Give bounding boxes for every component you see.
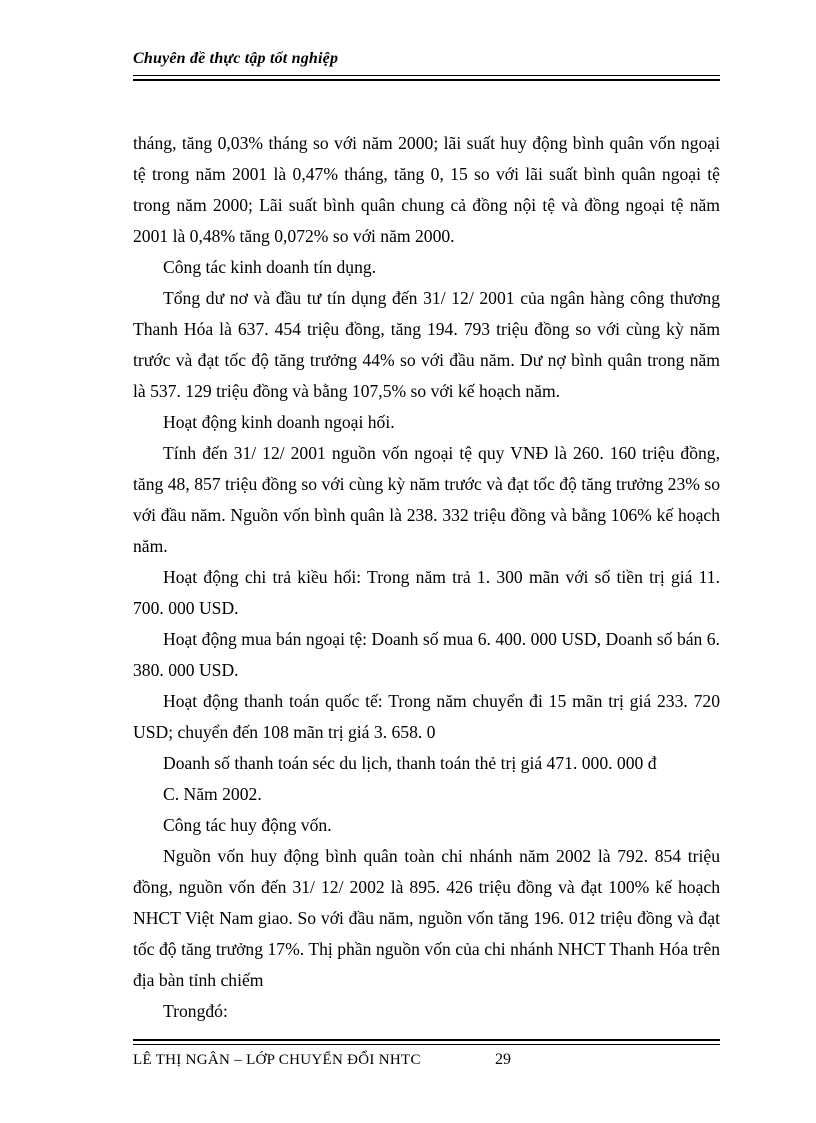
header-rule-bottom xyxy=(133,79,720,81)
body-text xyxy=(133,128,720,1027)
paragraph: Công tác huy động vốn. xyxy=(163,815,332,835)
paragraph: Hoạt động mua bán ngoại tệ: Doanh số mua 6. 400. 000 USD, Doanh số bán 6. 380. 000 USD. xyxy=(133,629,720,680)
footer-author: LÊ THỊ NGÂN – LỚP CHUYỂN ĐỔI NHTC xyxy=(133,1052,421,1068)
paragraph: Hoạt động thanh toán quốc tế: Trong năm chuyển đi 15 mãn trị giá 233. 720 USD; chuyển đến 108 mãn trị giá 3. 658. 0 xyxy=(133,691,720,742)
paragraph: C. Năm 2002. xyxy=(163,784,262,804)
paragraph: Công tác kinh doanh tín dụng. xyxy=(163,257,377,277)
paragraph: tháng, tăng 0,03% tháng so với năm 2000; lãi suất huy động bình quân vốn ngoại tệ trong năm 2001 là 0,47% tháng, tăng 0, 15 so với lãi suất bình quân ngoại tệ trong năm 2000; Lãi suất bình quân chung cả đồng nội tệ và đồng ngoại tệ năm 2001 là 0,48% tăng 0,072% so với năm 2000. xyxy=(133,133,720,246)
paragraph: Hoạt động kinh doanh ngoại hối. xyxy=(163,412,395,432)
page-number: 29 xyxy=(495,1051,511,1068)
paragraph: Hoạt động chi trả kiều hối: Trong năm trả 1. 300 mãn với số tiền trị giá 11. 700. 000 USD. xyxy=(133,567,720,618)
header-rule-top xyxy=(133,75,720,76)
header-title: Chuyên đề thực tập tốt nghiệp xyxy=(133,50,339,67)
paragraph: Trongđó: xyxy=(163,1001,228,1021)
footer-rule-top xyxy=(133,1039,720,1041)
paragraph: Tính đến 31/ 12/ 2001 nguồn vốn ngoại tệ quy VNĐ là 260. 160 triệu đồng, tăng 48, 857 triệu đồng so với cùng kỳ năm trước và đạt tốc độ tăng trưởng 23% so với đầu năm. Nguồn vốn bình quân là 238. 332 triệu đồng và bằng 106% kế hoạch năm. xyxy=(133,443,720,556)
paragraph: Doanh số thanh toán séc du lịch, thanh toán thẻ trị giá 471. 000. 000 đ xyxy=(163,753,657,773)
paragraph: Tổng dư nơ và đầu tư tín dụng đến 31/ 12/ 2001 của ngân hàng công thương Thanh Hóa là 637. 454 triệu đồng, tăng 194. 793 triệu đồng so với cùng kỳ năm trước và đạt tốc độ tăng trưởng 44% so với đầu năm. Dư nợ bình quân trong năm là 537. 129 triệu đồng và bằng 107,5% so với kế hoạch năm. xyxy=(133,288,720,401)
footer-rule-bottom xyxy=(133,1044,720,1045)
paragraph: Nguồn vốn huy động bình quân toàn chi nhánh năm 2002 là 792. 854 triệu đồng, nguồn vốn đến 31/ 12/ 2002 là 895. 426 triệu đồng và đạt 100% kế hoạch NHCT Việt Nam giao. So với đầu năm, nguồn vốn tăng 196. 012 triệu đồng và đạt tốc độ tăng trưởng 17%. Thị phần nguồn vốn của chi nhánh NHCT Thanh Hóa trên địa bàn tỉnh chiếm xyxy=(133,846,720,990)
